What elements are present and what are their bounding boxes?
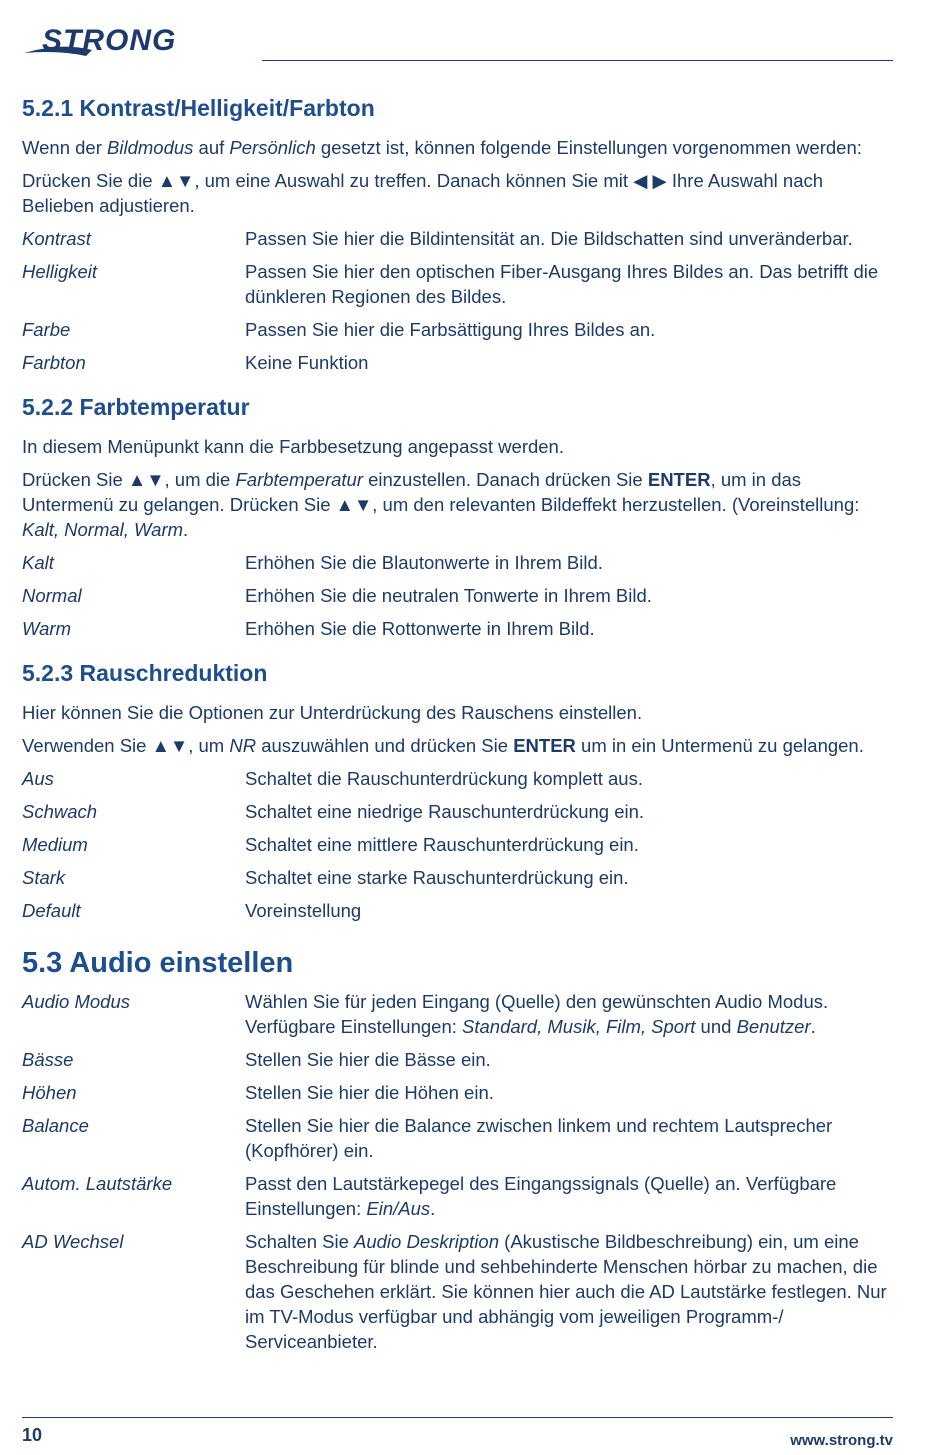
- intro-paragraph: Hier können Sie die Optionen zur Unterdrückung des Rauschens einstellen.: [22, 702, 643, 723]
- setting-row: [22, 865, 892, 890]
- strong-logo-graphic: [22, 20, 227, 60]
- setting-description: Passen Sie hier die Farbsättigung Ihres Bildes an.: [245, 319, 656, 340]
- setting-description: Schaltet eine starke Rauschunterdrückung ein.: [245, 867, 629, 888]
- setting-description: Stellen Sie hier die Balance zwischen linkem und rechtem Lautsprecher (Kopfhörer) ein.: [245, 1115, 833, 1161]
- setting-term: Stark: [22, 867, 66, 888]
- settings-list: [22, 226, 892, 375]
- header-rule: [262, 60, 893, 61]
- setting-term: Kalt: [22, 552, 54, 573]
- setting-term: Audio Modus: [22, 991, 130, 1012]
- page-content: [22, 90, 892, 1362]
- setting-description: Schaltet die Rauschunterdrückung komplett aus.: [245, 768, 643, 789]
- setting-row: [22, 259, 892, 309]
- instruction-paragraph: Drücken Sie ▲▼, um die Farbtemperatur einzustellen. Danach drücken Sie ENTER, um in das Untermenü zu gelangen. Drücken Sie ▲▼, um den relevanten Bildeffekt herzustellen. (Voreinstellung: Kalt, Normal, Warm.: [22, 469, 860, 540]
- setting-term: AD Wechsel: [22, 1231, 124, 1252]
- instruction-paragraph: Drücken Sie die ▲▼, um eine Auswahl zu treffen. Danach können Sie mit ◀ ▶ Ihre Auswahl nach Belieben adjustieren.: [22, 170, 824, 216]
- setting-term: Bässe: [22, 1049, 74, 1070]
- setting-description: Schalten Sie Audio Deskription (Akustische Bildbeschreibung) ein, um eine Beschreibung für blinde und sehbehinderte Menschen hörbar zu machen, die das Geschehen erklärt. Sie können hier auch die AD Lautstärke festlegen. Nur im TV-Modus verfügbar und abhängig vom jeweiligen Programm-/ Serviceanbieter.: [245, 1231, 887, 1352]
- setting-row: [22, 766, 892, 791]
- section-heading-farbtemperatur: 5.2.2 Farbtemperatur: [22, 394, 250, 420]
- section-heading-audio: 5.3 Audio einstellen: [22, 947, 294, 979]
- setting-description: Erhöhen Sie die Blautonwerte in Ihrem Bild.: [245, 552, 603, 573]
- setting-description: Voreinstellung: [245, 900, 362, 921]
- setting-term: Normal: [22, 585, 82, 606]
- setting-term: Balance: [22, 1115, 89, 1136]
- setting-term: Höhen: [22, 1082, 77, 1103]
- setting-description: Passt den Lautstärkepegel des Eingangssignals (Quelle) an. Verfügbare Einstellungen: Ein/Aus.: [245, 1173, 837, 1219]
- setting-term: Schwach: [22, 801, 98, 822]
- settings-list: [22, 766, 892, 923]
- setting-description: Schaltet eine niedrige Rauschunterdrückung ein.: [245, 801, 645, 822]
- setting-term: Aus: [22, 768, 54, 789]
- intro-paragraph: In diesem Menüpunkt kann die Farbbesetzung angepasst werden.: [22, 436, 564, 457]
- setting-row: [22, 350, 892, 375]
- setting-row: [22, 583, 892, 608]
- setting-term: Kontrast: [22, 228, 91, 249]
- setting-row: [22, 1080, 892, 1105]
- setting-row: [22, 317, 892, 342]
- svg-text:STRONG: STRONG: [42, 24, 177, 57]
- setting-description: Stellen Sie hier die Bässe ein.: [245, 1049, 491, 1070]
- setting-term: Helligkeit: [22, 261, 98, 282]
- page-number: 10: [22, 1425, 43, 1445]
- setting-description: Passen Sie hier die Bildintensität an. Die Bildschatten sind unveränderbar.: [245, 228, 853, 249]
- setting-row: [22, 1171, 892, 1221]
- setting-description: Keine Funktion: [245, 352, 369, 373]
- setting-row: [22, 989, 892, 1039]
- section-heading-rauschreduktion: 5.2.3 Rauschreduktion: [22, 660, 268, 686]
- instruction-paragraph: Verwenden Sie ▲▼, um NR auszuwählen und drücken Sie ENTER um in ein Untermenü zu gelangen.: [22, 735, 864, 756]
- setting-description: Wählen Sie für jeden Eingang (Quelle) den gewünschten Audio Modus. Verfügbare Einstellungen: Standard, Musik, Film, Sport und Benutzer.: [245, 991, 829, 1037]
- setting-row: [22, 1113, 892, 1163]
- setting-description: Erhöhen Sie die neutralen Tonwerte in Ihrem Bild.: [245, 585, 652, 606]
- setting-term: Autom. Lautstärke: [22, 1173, 173, 1194]
- setting-row: [22, 799, 892, 824]
- setting-term: Default: [22, 900, 81, 921]
- setting-description: Schaltet eine mittlere Rauschunterdrückung ein.: [245, 834, 639, 855]
- setting-row: [22, 1047, 892, 1072]
- setting-term: Farbton: [22, 352, 86, 373]
- setting-description: Stellen Sie hier die Höhen ein.: [245, 1082, 494, 1103]
- setting-row: [22, 898, 892, 923]
- setting-description: Passen Sie hier den optischen Fiber-Ausgang Ihres Bildes an. Das betrifft die dünkleren Regionen des Bildes.: [245, 261, 879, 307]
- setting-row: [22, 550, 892, 575]
- setting-row: [22, 1229, 892, 1354]
- setting-term: Warm: [22, 618, 71, 639]
- footer-rule: [22, 1417, 893, 1418]
- setting-row: [22, 226, 892, 251]
- intro-paragraph: Wenn der Bildmodus auf Persönlich gesetzt ist, können folgende Einstellungen vorgenommen werden:: [22, 137, 862, 158]
- setting-row: [22, 832, 892, 857]
- website-link[interactable]: www.strong.tv: [790, 1432, 893, 1449]
- settings-list: [22, 550, 892, 641]
- strong-logo: [22, 20, 227, 60]
- settings-list: [22, 989, 892, 1354]
- setting-description: Erhöhen Sie die Rottonwerte in Ihrem Bild.: [245, 618, 595, 639]
- setting-row: [22, 616, 892, 641]
- section-heading-kontrast: 5.2.1 Kontrast/Helligkeit/Farbton: [22, 95, 375, 121]
- setting-term: Medium: [22, 834, 88, 855]
- setting-term: Farbe: [22, 319, 71, 340]
